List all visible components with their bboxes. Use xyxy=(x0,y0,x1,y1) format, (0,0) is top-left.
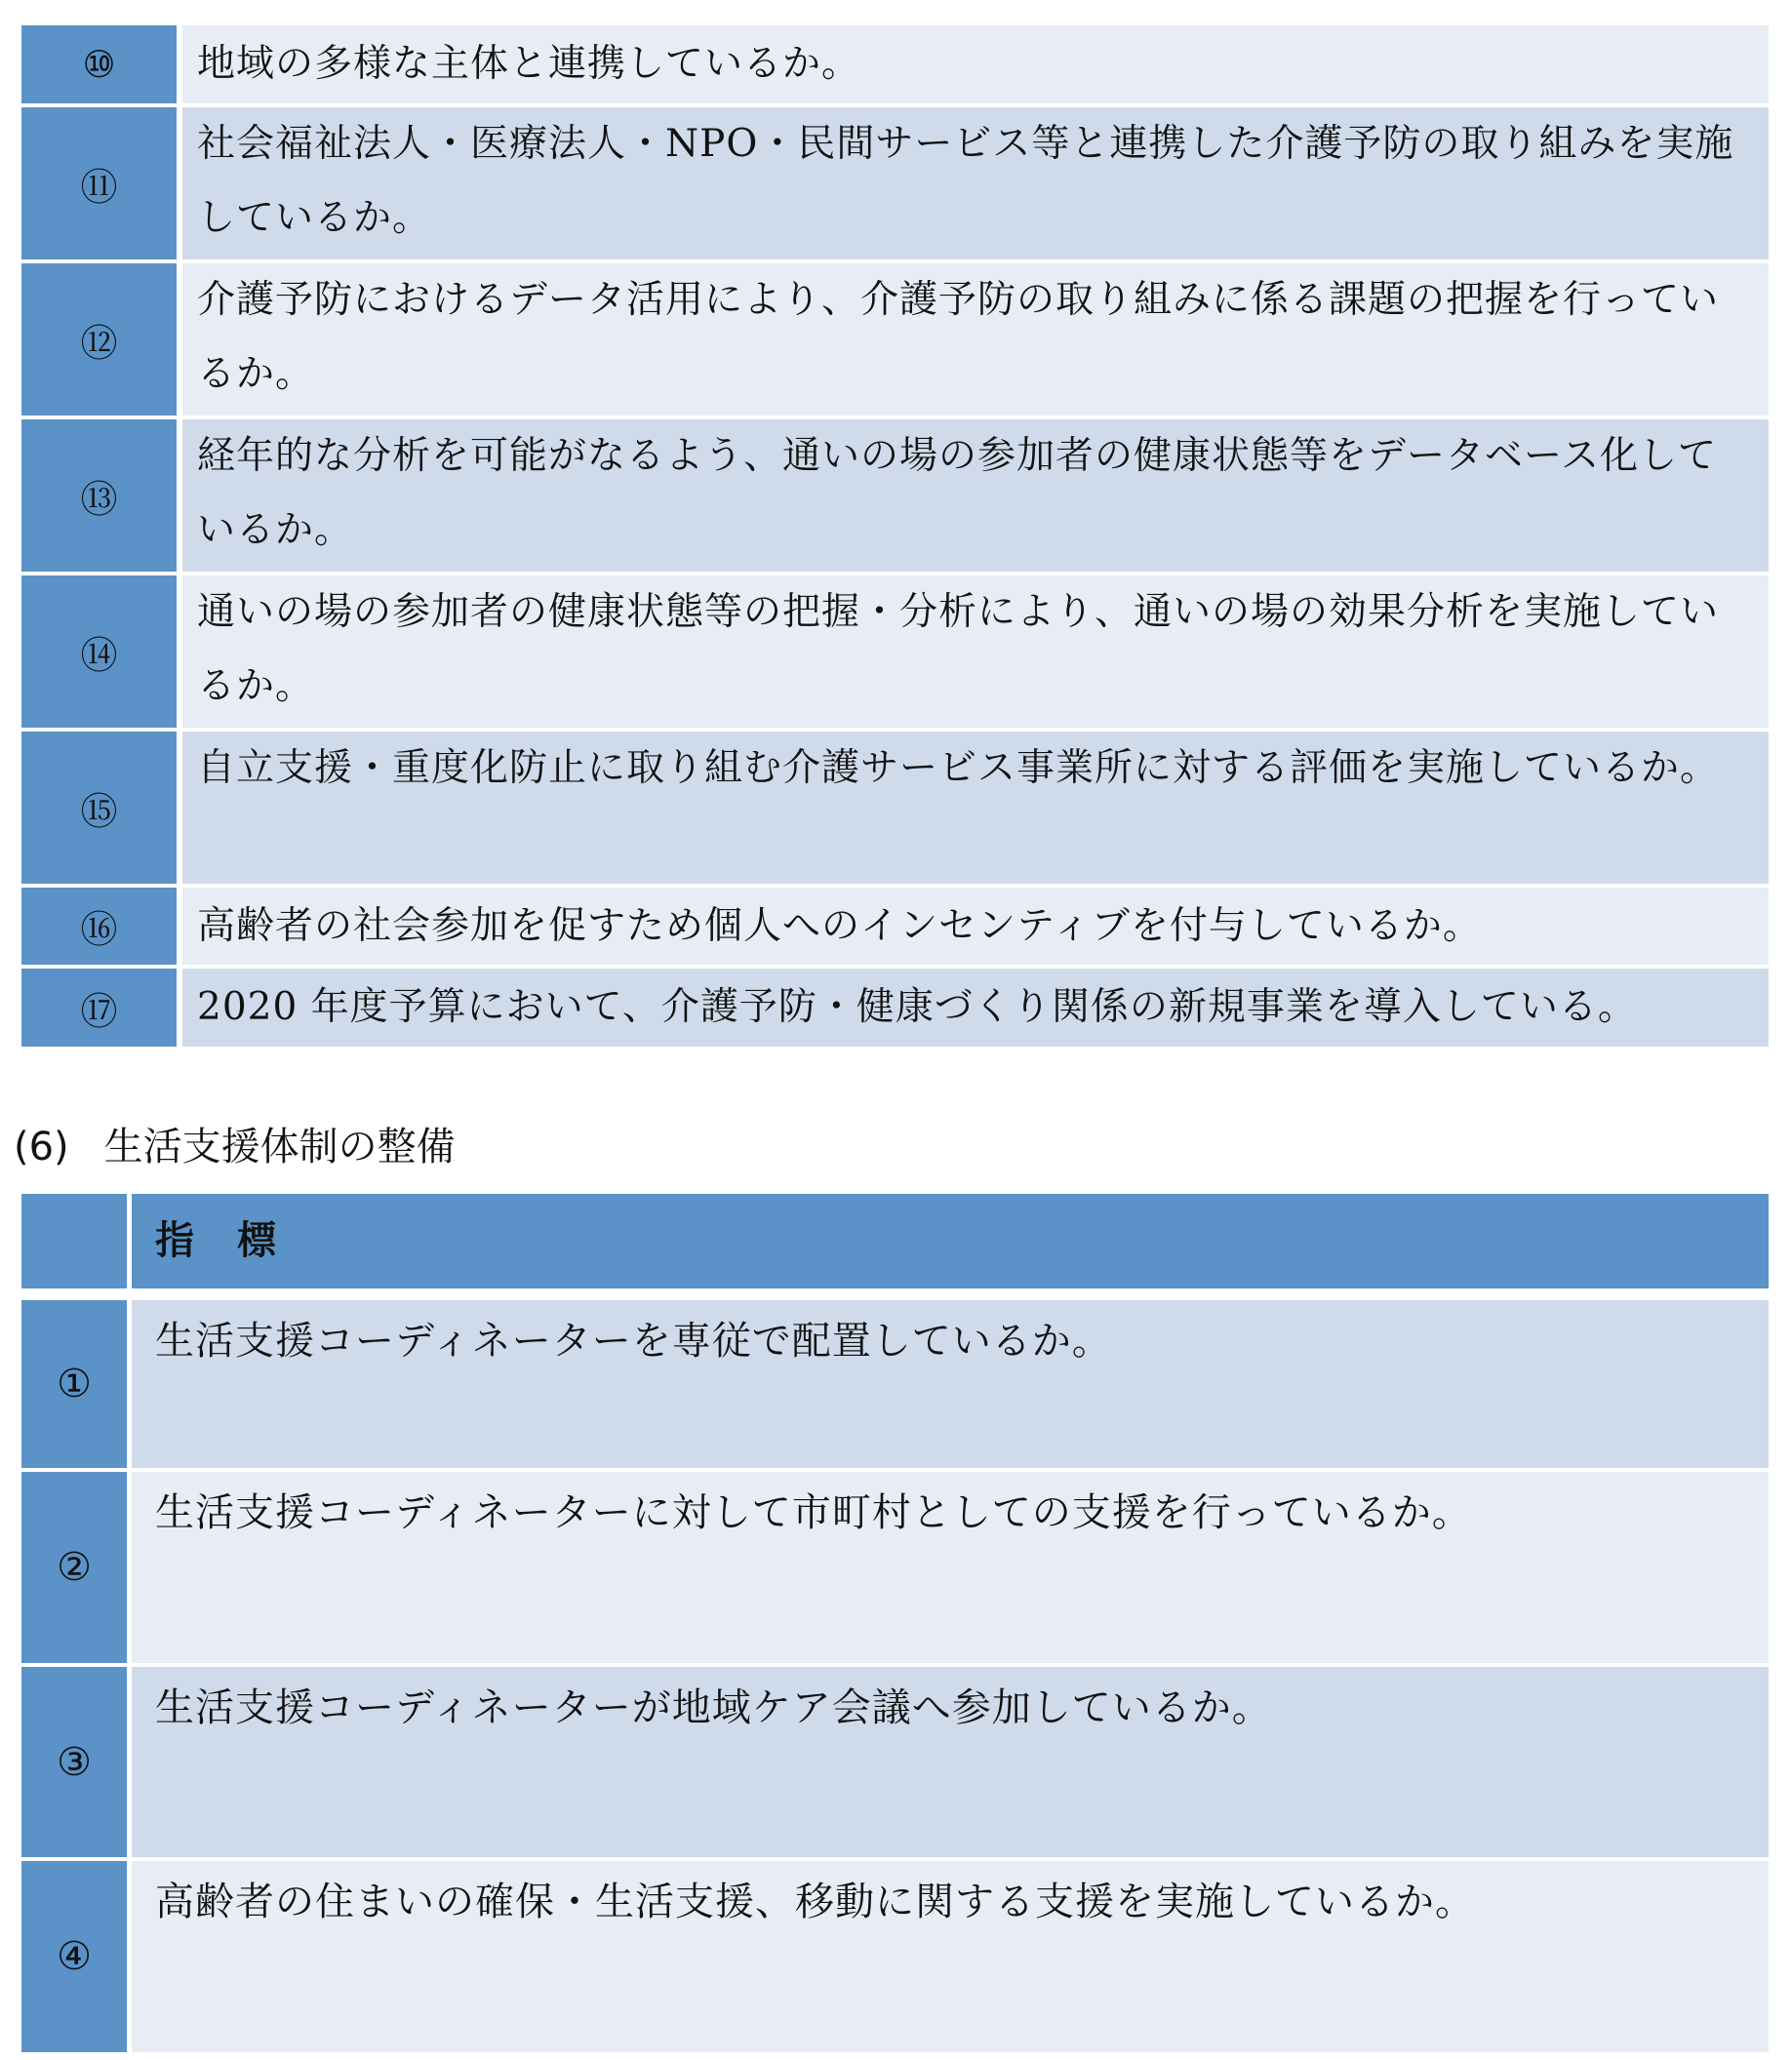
row-text: 介護予防におけるデータ活用により、介護予防の取り組みに係る課題の把握を行っているか。 xyxy=(182,263,1769,416)
row-number: ⑰ xyxy=(21,969,177,1047)
section-heading xyxy=(14,1120,456,1174)
row-text: 高齢者の住まいの確保・生活支援、移動に関する支援を実施しているか。 xyxy=(132,1861,1769,2052)
row-number: ⑫ xyxy=(21,263,177,416)
row-number: ⑩ xyxy=(21,25,177,103)
row-number: ③ xyxy=(21,1667,127,1857)
header-indicator-label: 指 標 xyxy=(132,1194,1769,1288)
section-title: 生活支援体制の整備 xyxy=(103,1125,456,1169)
header-number-cell xyxy=(21,1194,127,1288)
row-text: 経年的な分析を可能がなるよう、通いの場の参加者の健康状態等をデータベース化しているか。 xyxy=(182,419,1769,572)
row-number: ⑭ xyxy=(21,575,177,728)
row-number: ⑯ xyxy=(21,888,177,965)
section-number: (6) xyxy=(14,1125,69,1169)
row-text: 生活支援コーディネーターを専従で配置しているか。 xyxy=(132,1300,1769,1468)
row-text: 高齢者の社会参加を促すため個人へのインセンティブを付与しているか。 xyxy=(182,888,1769,965)
row-text: 生活支援コーディネーターに対して市町村としての支援を行っているか。 xyxy=(132,1472,1769,1663)
row-number: ⑬ xyxy=(21,419,177,572)
row-number: ② xyxy=(21,1472,127,1663)
row-text: 地域の多様な主体と連携しているか。 xyxy=(182,25,1769,103)
row-text: 2020 年度予算において、介護予防・健康づくり関係の新規事業を導入している。 xyxy=(182,969,1769,1047)
row-text: 社会福祉法人・医療法人・NPO・民間サービス等と連携した介護予防の取り組みを実施しているか。 xyxy=(182,107,1769,259)
row-text: 生活支援コーディネーターが地域ケア会議へ参加しているか。 xyxy=(132,1667,1769,1857)
row-number: ⑮ xyxy=(21,732,177,884)
row-text: 通いの場の参加者の健康状態等の把握・分析により、通いの場の効果分析を実施しているか。 xyxy=(182,575,1769,728)
row-text: 自立支援・重度化防止に取り組む介護サービス事業所に対する評価を実施しているか。 xyxy=(182,732,1769,884)
row-number: ④ xyxy=(21,1861,127,2052)
row-number: ⑪ xyxy=(21,107,177,259)
row-number: ① xyxy=(21,1300,127,1468)
